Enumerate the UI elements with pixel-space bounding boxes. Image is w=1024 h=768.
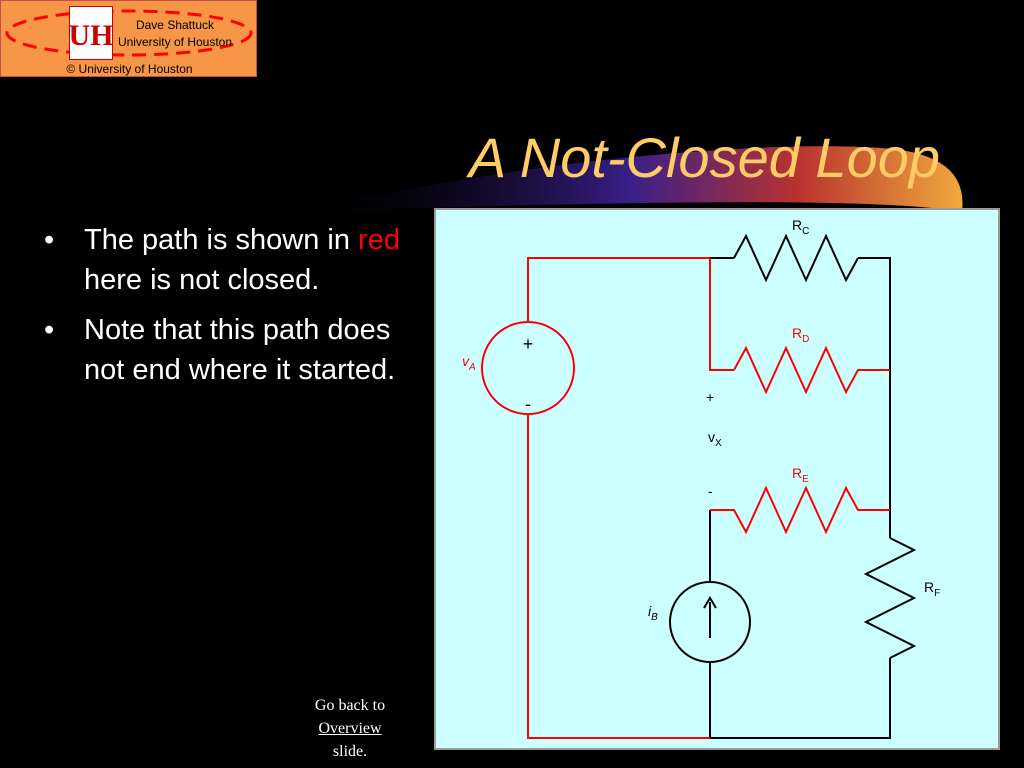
resistor-rc: [734, 236, 858, 280]
label-rf: $R_F$: [924, 579, 941, 599]
logo-institution: University of Houston: [117, 35, 233, 49]
wire-va-top: [528, 258, 710, 322]
va-minus-sign: -: [525, 394, 531, 414]
bullet-text: Note that this path does not end where it started.: [84, 314, 396, 386]
overview-link[interactable]: Overview: [318, 720, 382, 737]
label-vx-minus: -: [708, 483, 713, 499]
bullet-item: [44, 220, 416, 300]
bullet-text-end: here is not closed.: [84, 264, 320, 296]
wire-rd-left: [710, 258, 734, 370]
wire-bottom-right: [710, 658, 890, 738]
bullet-text: The path is shown in: [84, 224, 359, 256]
label-vx: $v_X$: [708, 429, 722, 449]
university-logo: [0, 0, 257, 77]
logo-copyright: © University of Houston: [66, 62, 193, 76]
navigation-note: [290, 694, 410, 763]
va-plus-sign: +: [522, 334, 534, 354]
label-ib: $i_B$: [648, 603, 658, 623]
resistor-re: [710, 488, 890, 532]
label-va: $v_A$: [462, 353, 476, 373]
svg-text:UH: UH: [70, 19, 112, 52]
resistor-rf: [866, 538, 914, 658]
wire-right-top: [858, 258, 890, 510]
circuit-svg: [436, 210, 998, 748]
bullet-item: [44, 310, 416, 390]
logo-author: Dave Shattuck: [135, 18, 215, 32]
navigation-suffix: slide.: [332, 743, 368, 760]
logo-dashed-ring: [3, 3, 256, 61]
red-path: [482, 258, 890, 738]
navigation-prefix: Go back to: [314, 697, 386, 714]
bullet-highlight: red: [358, 224, 400, 256]
wire-va-bottom: [528, 414, 710, 738]
slide-title: A Not-Closed Loop: [468, 126, 940, 189]
bullet-list: [44, 220, 416, 400]
label-rd: $R_D$: [792, 325, 810, 345]
label-vx-plus: +: [706, 389, 715, 405]
circuit-diagram: [434, 208, 1000, 750]
label-re: $R_E$: [792, 465, 809, 485]
circuit-wires: [670, 236, 914, 738]
uh-logo-icon: [69, 6, 113, 60]
resistor-rd: [734, 348, 890, 392]
label-rc: $R_C$: [792, 217, 810, 237]
